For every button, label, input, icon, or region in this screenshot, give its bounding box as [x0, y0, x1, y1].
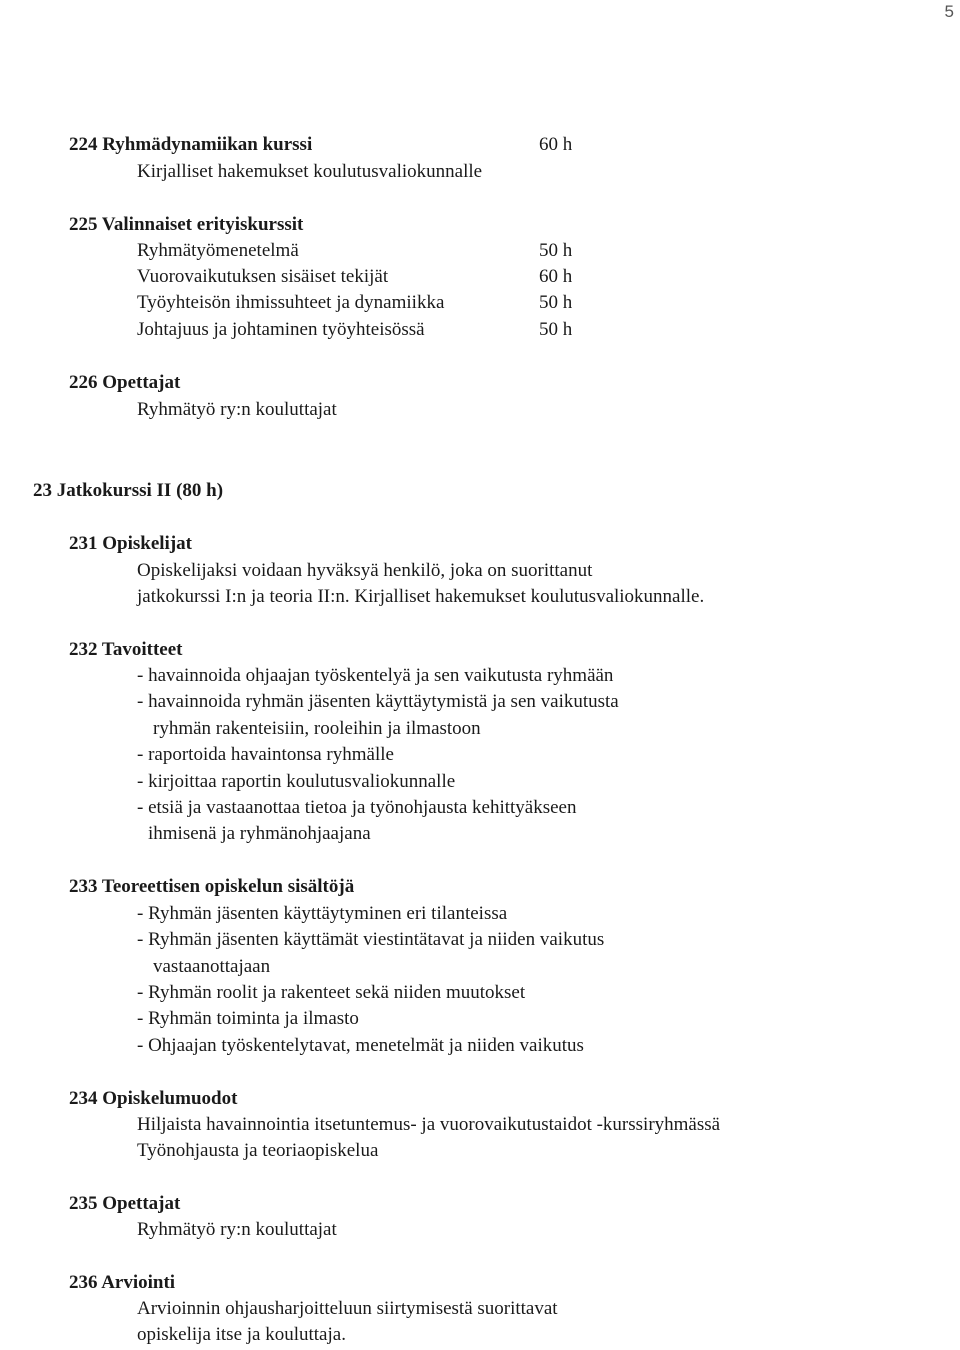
list-item: - etsiä ja vastaanottaa tietoa ja työnohjausta kehittyäkseen: [137, 797, 577, 818]
section-235-title: 235 Opettajat: [69, 1193, 181, 1214]
list-item: - Ryhmän roolit ja rakenteet sekä niiden muutokset: [137, 982, 526, 1003]
course-item-hours: 50 h: [539, 240, 573, 261]
list-item: - raportoida havaintonsa ryhmälle: [137, 744, 394, 765]
section-231-title: 231 Opiskelijat: [69, 533, 192, 554]
course-item-hours: 50 h: [539, 292, 573, 313]
section-234-text: Hiljaista havainnointia itsetuntemus- ja vuorovaikutustaidot -kurssiryhmässä: [137, 1114, 721, 1135]
section-236-text: Arvioinnin ohjausharjoitteluun siirtymisestä suorittavat: [137, 1298, 558, 1319]
list-item: - Ryhmän toiminta ja ilmasto: [137, 1008, 359, 1029]
list-item: - havainnoida ohjaajan työskentelyä ja sen vaikutusta ryhmään: [137, 665, 614, 686]
section-233-title: 233 Teoreettisen opiskelun sisältöjä: [69, 876, 355, 897]
section-224-text: Kirjalliset hakemukset koulutusvaliokunnalle: [137, 161, 483, 182]
section-232-title: 232 Tavoitteet: [69, 639, 183, 660]
list-item: - Ryhmän jäsenten käyttämät viestintätavat ja niiden vaikutus: [137, 929, 605, 950]
section-226-text: Ryhmätyö ry:n kouluttajat: [137, 399, 337, 420]
list-item-continuation: ihmisenä ja ryhmänohjaajana: [148, 823, 371, 844]
list-item-continuation: ryhmän rakenteisiin, rooleihin ja ilmastoon: [153, 718, 481, 739]
section-225-title: 225 Valinnaiset erityiskurssit: [69, 214, 304, 235]
course-item-label: Ryhmätyömenetelmä: [137, 240, 299, 261]
list-item: - Ryhmän jäsenten käyttäytyminen eri tilanteissa: [137, 903, 508, 924]
list-item: - kirjoittaa raportin koulutusvaliokunnalle: [137, 771, 456, 792]
page-number: 5: [944, 2, 954, 21]
section-234-text: Työnohjausta ja teoriaopiskelua: [137, 1140, 379, 1161]
section-224-hours: 60 h: [539, 134, 573, 155]
section-236-title: 236 Arviointi: [69, 1272, 176, 1293]
course-item-label: Vuorovaikutuksen sisäiset tekijät: [137, 266, 389, 287]
list-item: - havainnoida ryhmän jäsenten käyttäytymistä ja sen vaikutusta: [137, 691, 619, 712]
section-235-text: Ryhmätyö ry:n kouluttajat: [137, 1219, 337, 1240]
section-231-text: jatkokurssi I:n ja teoria II:n. Kirjalliset hakemukset koulutusvaliokunnalle.: [137, 586, 705, 607]
course-item-label: Johtajuus ja johtaminen työyhteisössä: [137, 319, 425, 340]
section-236-text: opiskelija itse ja kouluttaja.: [137, 1324, 346, 1345]
section-226-title: 226 Opettajat: [69, 372, 181, 393]
course-item-hours: 50 h: [539, 319, 573, 340]
section-231-text: Opiskelijaksi voidaan hyväksyä henkilö, joka on suorittanut: [137, 560, 593, 581]
section-23-title: 23 Jatkokurssi II (80 h): [33, 480, 224, 501]
section-234-title: 234 Opiskelumuodot: [69, 1088, 238, 1109]
list-item: - Ohjaajan työskentelytavat, menetelmät ja niiden vaikutus: [137, 1035, 584, 1056]
list-item-continuation: vastaanottajaan: [153, 956, 271, 977]
section-224-title: 224 Ryhmädynamiikan kurssi: [69, 134, 313, 155]
course-item-hours: 60 h: [539, 266, 573, 287]
course-item-label: Työyhteisön ihmissuhteet ja dynamiikka: [137, 292, 445, 313]
